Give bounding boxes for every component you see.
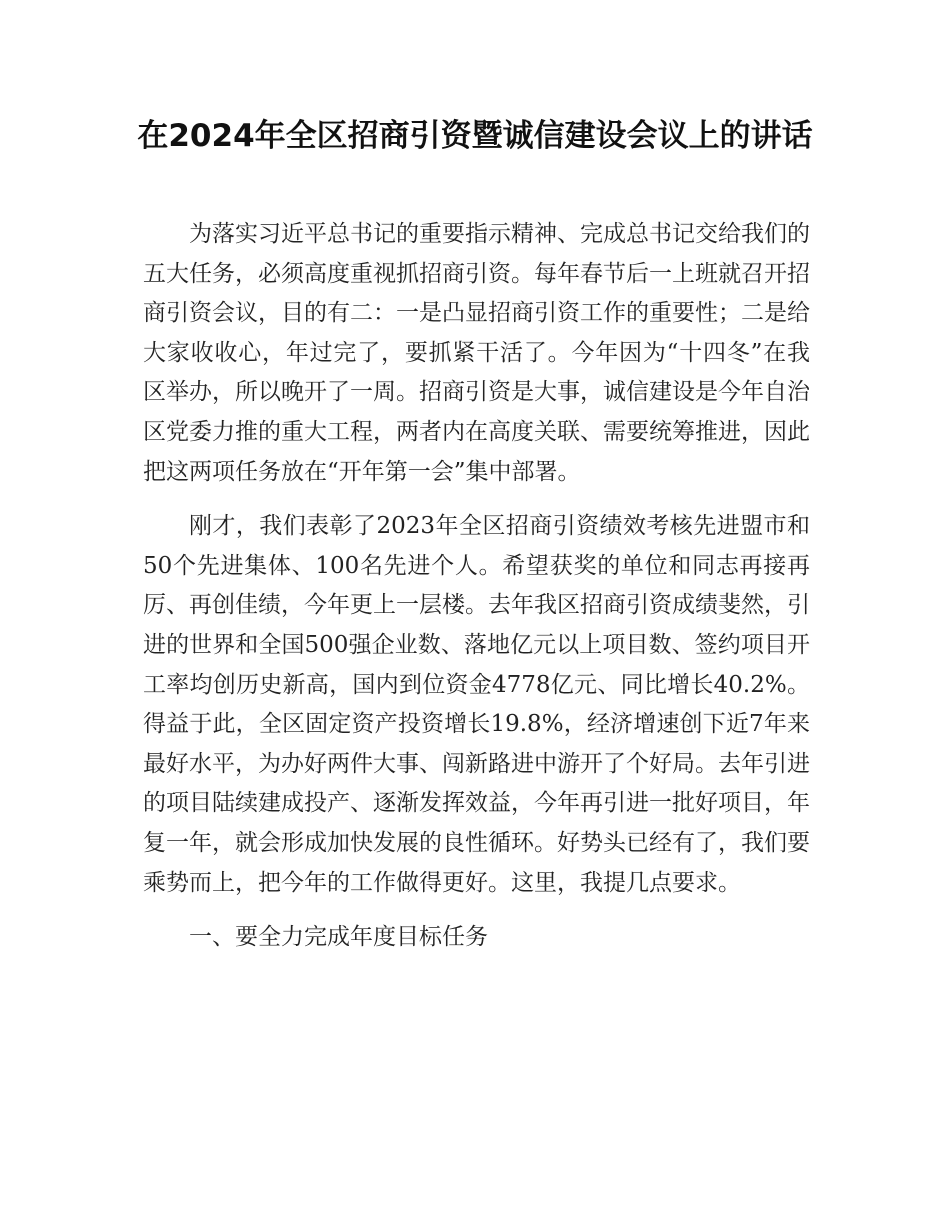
section-heading: 一、要全力完成年度目标任务: [189, 924, 488, 951]
paragraph-1: 为落实习近平总书记的重要指示精神、完成总书记交给我们的五大任务，必须高度重视抓招商引资。每年春节后一上班就召开招商引资会议，目的有二：一是凸显招商引资工作的重要性；二是给大家收收心，年过完了，要抓紧干活了。今年因为“十四冬”在我区举办，所以晚开了一周。招商引资是大事，诚信建设是今年自治区党委力推的重大工程，两者内在高度关联、需要统筹推进，因此把这两项任务放在“开年第一会”集中部署。: [143, 221, 810, 485]
paragraph-2: 刚才，我们表彰了2023年全区招商引资绩效考核先进盟市和50个先进集体、100名先进个人。希望获奖的单位和同志再接再厉、再创佳绩，今年更上一层楼。去年我区招商引资成绩斐然，引进的世界和全国500强企业数、落地亿元以上项目数、签约项目开工率均创历史新高，国内到位资金4778亿元、同比增长40.2%。得益于此，全区固定资产投资增长19.8%，经济增速创下近7年来最好水平，为办好两件大事、闯新路进中游开了个好局。去年引进的项目陆续建成投产、逐渐发挥效益，今年再引进一批好项目，年复一年，就会形成加快发展的良性循环。好势头已经有了，我们要乘势而上，把今年的工作做得更好。这里，我提几点要求。: [143, 513, 810, 896]
document-body: [143, 215, 810, 958]
document-title: 在2024年全区招商引资暨诚信建设会议上的讲话: [137, 118, 813, 154]
